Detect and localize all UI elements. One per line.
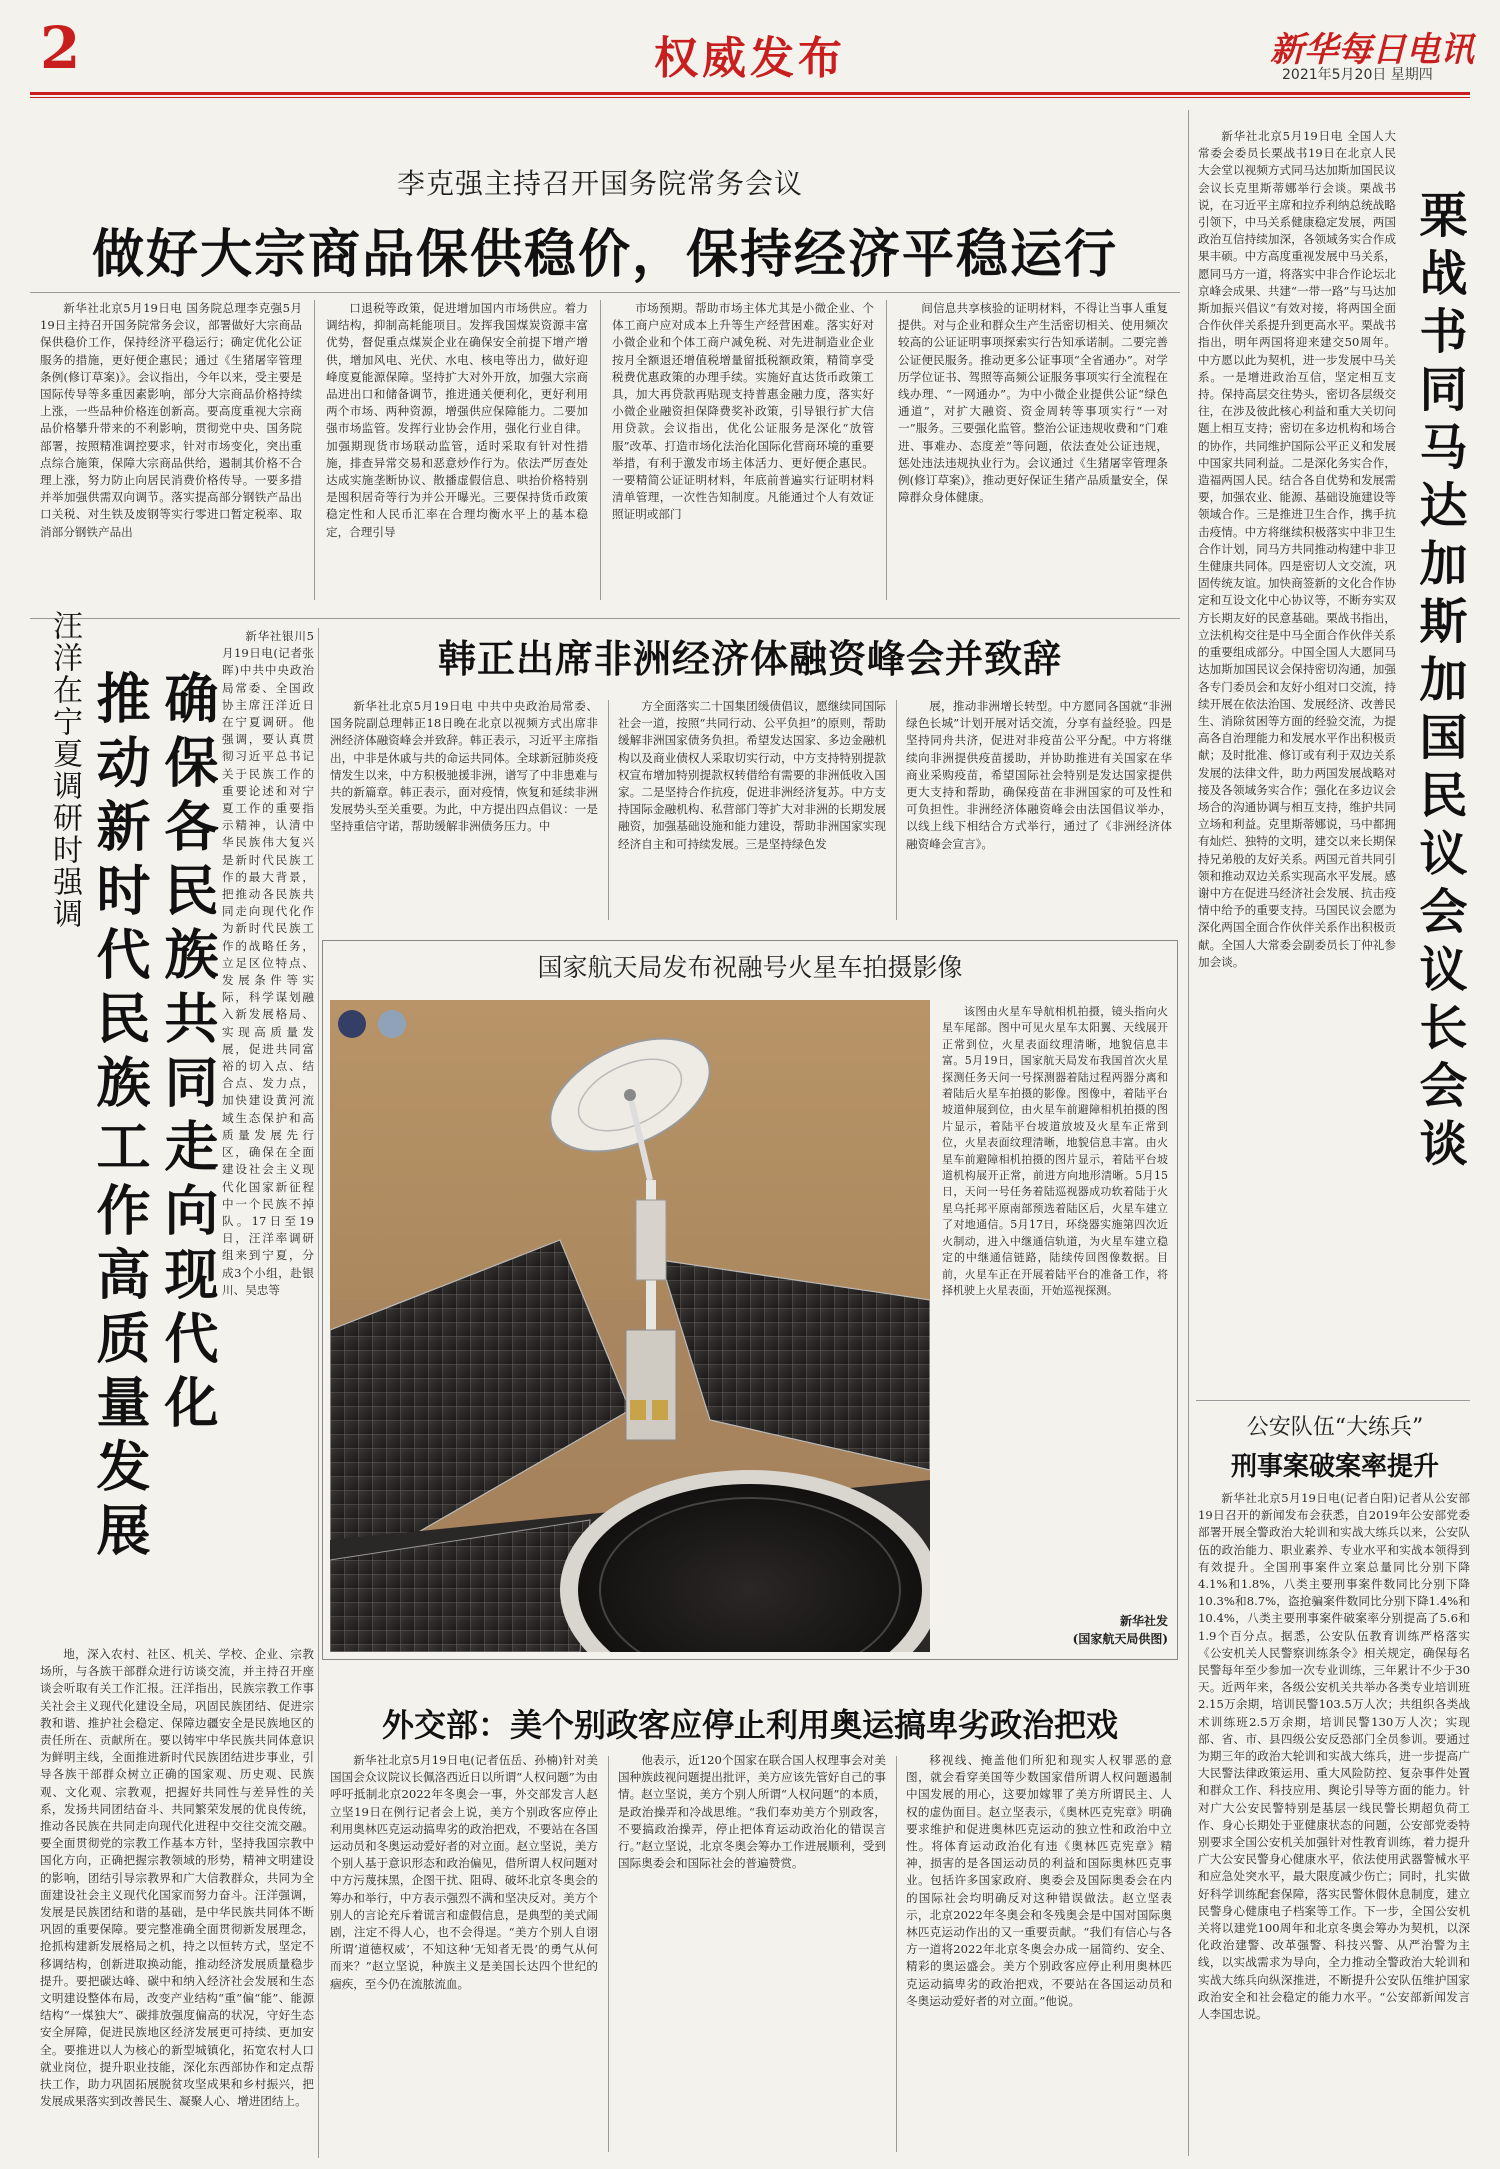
column-divider bbox=[608, 1756, 609, 2152]
article-column: 地，深入农村、社区、机关、学校、企业、宗教场所，与各族干部群众进行访谈交流，并主持召开座谈会听取有关工作汇报。汪洋指出，民族宗教工作事关社会主义现代化建设全局，巩固民族团结、促进宗教和谐、推护社会稳定、保障边疆安全是民族地区的责任所在、贡献所在。要以铸牢中华民族共同体意识为鲜明主线，全面推进新时代民族团结进步事业，引导各族干部群众树立正确的国家观、历史观、民族观、文化观、宗教观，把握好共同性与差异性的关系，发扬共同团结奋斗、共同繁荣发展的优良传统，推动各民族在共同走向现代化进程中交往交流交融。要全面贯彻党的宗教工作基本方针，坚持我国宗教中国化方向，正确把握宗教领域的形势，精神文明建设的影响，团结引导宗教界和广大信教群众，共同为全面建设社会主义现代化国家而努力奋斗。汪洋强调，发展是民族团结和谐的基础，是中华民族共同体不断巩固的重要保障。要完整准确全面贯彻新发展理念，抢抓构建新发展格局之机，持之以恒转方式，坚定不移调结构，创新进取换动能，推动经济发展质量稳步提升。要把碳达峰、碳中和纳入经济社会发展和生态文明建设整体布局，改变产业结构“重”偏“能”、能源结构“一煤独大”、碳排放强度偏高的状况，守好生态安全屏障，促进民族地区经济发展更可持续、更加安全。要推进以人为核心的新型城镇化，拓宽农村人口就业岗位，提升职业技能，深化东西部协作和定点帮扶工作，助力巩固拓展脱贫攻坚成果和乡村振兴，把发展成果落实到改善民生、凝聚人心、增进团结上。 bbox=[40, 1647, 314, 2109]
article-headline: 外交部：美个别政客应停止利用奥运搞卑劣政治把戏 bbox=[381, 1706, 1118, 1744]
article-headline: 韩正出席非洲经济体融资峰会并致辞 bbox=[437, 636, 1062, 681]
article-column: 方全面落实二十国集团缓债倡议，愿继续同国际社会一道，按照“共同行动、公平负担”的原则，帮助缓解非洲国家债务负担。希望发达国家、多边金融机构以及商业债权人采取切实行动，中方支持特别提款权宣布增加特别提款权转借给有需要的非洲低收入国家。二是坚持合作抗疫，促进非洲经济复苏。中方支持国际金融机构、私营部门等扩大对非洲的长期发展融资，加强基础设施和能力建设，帮助非洲国家实现经济自主和可持续发展。三是坚持绿色发 bbox=[618, 699, 886, 851]
mars-rover-illustration bbox=[330, 1000, 930, 1652]
divider bbox=[30, 292, 1180, 293]
column-divider bbox=[886, 300, 887, 600]
column-divider bbox=[896, 700, 897, 920]
masthead-rule bbox=[30, 92, 1470, 95]
masthead bbox=[0, 0, 1500, 92]
article-column: 间信息共享核验的证明材料，不得让当事人重复提供。对与企业和群众生产生活密切相关、使用频次较高的公证证明事项探索实行告知承诺制。二要完善公证便民服务。推动更多公证事项“全省通办”。对学历学位证书、驾照等高频公证服务事项实行全流程在线办理、“一网通办”。为中小微企业提供公证“绿色通道”，对扩大融资、资金周转等事项实行“一对一”服务。三要强化监管。整治公证违规收费和“门难进、事难办、态度差”等问题，依法查处公证违规，惩处违法违规执业行为。会议通过《生猪屠宰管理条例(修订草案)》，推动更好保证生猪产品质量安全，保障群众身体健康。 bbox=[898, 301, 1168, 505]
article-column: 新华社北京5月19日电 中共中央政治局常委、国务院副总理韩正18日晚在北京以视频方式出席非洲经济体融资峰会并致辞。韩正表示，习近平主席指出，中非是休戚与共的命运共同体。全球新冠肺炎疫情发生以来，中方积极驰援非洲，谱写了中非患难与共的新篇章。韩正表示，面对疫情，恢复和延续非洲发展势头至关重要。为此，中方提出四点倡议：一是坚持重信守诺，帮助缓解非洲债务压力。中 bbox=[330, 699, 598, 834]
article-column: 口退税等政策，促进增加国内市场供应。着力调结构，抑制高耗能项目。发挥我国煤炭资源丰富优势，督促重点煤炭企业在确保安全前提下增产增供，增加风电、光伏、水电、核电等出力，做好迎峰度夏能源保障。坚持扩大对外开放，加强大宗商品进出口和储备调节，推进通关便利化，更好利用两个市场、两种资源，增强供应保障能力。二要加强市场监管。发挥行业协会作用，强化行业自律。加强期现货市场联动监管，适时采取有针对性措施，排查异常交易和恶意炒作行为。依法严厉查处达成实施垄断协议、散播虚假信息、哄抬价格特别是囤积居奇等行为并公开曝光。三要保持货币政策稳定性和人民币汇率在合理均衡水平上的基本稳定，合理引导 bbox=[326, 301, 588, 539]
column-divider bbox=[1188, 110, 1189, 2156]
mars-rover-photo bbox=[330, 1000, 930, 1652]
article-subheadline: 公安队伍“大练兵” bbox=[1246, 1415, 1424, 1440]
photo-feature-title: 国家航天局发布祝融号火星车拍摄影像 bbox=[537, 953, 963, 982]
article-column: 新华社北京5月19日电 全国人大常委会委员长栗战书19日在北京人民大会堂以视频方式同马达加斯加国民议会议长克里斯蒂娜举行会谈。栗战书说，在习近平主席和拉乔利纳总统战略引领下，中马关系健康稳定发展，两国政治互信持续加深，各领域务实合作成果丰硕。中方高度重视发展中马关系，愿同马方一道，将落实中非合作论坛北京峰会成果、共建“一带一路”与马达加斯加振兴倡议“有效对接，将两国全面合作伙伴关系提升到更高水平。栗战书指出，明年两国将迎来建交50周年。中方愿以此为契机，进一步发展中马关系。一是增进政治互信，坚定相互支持。保持高层交往势头，密切各层级交往，在涉及彼此核心利益和重大关切问题上相互支持；密切在多边机构和场合的协作，共同维护国际公平正义和发展中国家共同利益。二是深化务实合作，造福两国人民。结合各自优势和发展需要，加强农业、能源、基础设施建设等领域合作。三是推进卫生合作，携手抗击疫情。中方将继续积极落实中非卫生合作计划，同马方共同推动构建中非卫生健康共同体。四是密切人文交流，巩固传统友谊。加快商签新的文化合作协定和互设文化中心协议等，不断夯实双方长期友好的民意基础。栗战书指出，立法机构交往是中马全面合作伙伴关系的重要组成部分。中国全国人大愿同马达加斯加国民议会保持密切沟通，加强各专门委员会和友好小组对口交流，持续开展在依法治国、发展经济、改善民生、消除贫困等方面的经验交流，为提高各自治理能力和发展水平作出积极贡献；及时批准、修订或有利于双边关系发展的法律文件，助力两国发展战略对接及各领域务实合作；强化在多边议会场合的沟通协调与相互支持，维护共同立场和利益。克里斯蒂娜说，马中都拥有灿烂、独特的文明，建交以来长期保持兄弟般的友好关系。两国元首共同引领和推动双边关系实现高水平发展。感谢中方在促进马经济社会发展、抗击疫情中给予的重要支持。马国民议会愿为深化两国全面合作伙伴关系作出积极贡献。全国人大常委会副委员长丁仲礼参加会谈。 bbox=[1198, 129, 1396, 969]
article-column: 新华社银川5月19日电(记者张晖)中共中央政治局常委、全国政协主席汪洋近日在宁夏调研。他强调，要认真贯彻习近平总书记关于民族工作的重要论述和对宁夏工作的重要指示精神，认清中华民族伟大复兴是新时代民族工作的最大背景，把推动各民族共同走向现代化作为新时代民族工作的战略任务，立足区位特点、发展条件等实际，科学谋划融入新发展格局、实现高质量发展，促进共同富裕的切入点、结合点、发力点，加快建设黄河流域生态保护和高质量发展先行区，确保在全面建设社会主义现代化国家新征程中一个民族不掉队。17日至19日，汪洋率调研组来到宁夏，分成3个小组，赴银川、吴忠等 bbox=[222, 629, 314, 1297]
newspaper-logo: 新华每日电讯 bbox=[1270, 30, 1474, 70]
section-title: 权威发布 bbox=[654, 33, 846, 84]
article-column: 他表示，近120个国家在联合国人权理事会对美国种族歧视问题提出批评，美方应该先管好自己的事情。赵立坚说，美方个别人所谓“人权问题”的本质，是政治操弄和冷战思维。“我们奉劝美方个别政客，不要搞政治操弄，停止把体育运动政治化的错误言行。”赵立坚说，北京冬奥会筹办工作进展顺利，受到国际奥委会和国际社会的普遍赞赏。 bbox=[618, 1753, 886, 1871]
divider bbox=[1196, 1400, 1470, 1401]
article-column: 展，推动非洲增长转型。中方愿同各国就“非洲绿色长城”计划开展对话交流，分享有益经验。四是坚持同舟共济，促进对非疫苗公平分配。中方将继续向非洲提供疫苗援助，并协助推进有关国家在华商业采购疫苗，希望国际社会特别是发达国家提供更大支持和帮助，确保疫苗在非洲国家的可及性和可负担性。非洲经济体融资峰会由法国倡议举办，以线上线下相结合方式举行，通过了《非洲经济体融资峰会宣言》。 bbox=[906, 699, 1172, 851]
column-divider bbox=[318, 628, 319, 2158]
article-column: 市场预期。帮助市场主体尤其是小微企业、个体工商户应对成本上升等生产经营困难。落实好对小微企业和个体工商户减免税、对先进制造业企业按月全额退还增值税增量留抵税额政策，精简享受税费优惠政策的办理手续。实施好直达货币政策工具，加大再贷款再贴现支持普惠金融力度，落实好小微企业融资担保降费奖补政策，引导银行扩大信用贷款。会议指出，优化公证服务是深化“放管服”改革、打造市场化法治化国际化营商环境的重要举措，有利于激发市场主体活力、更好便企惠民。一要精简公证证明材料，年底前普遍实行证明材料清单管理，一次性告知制度。凡能通过个人有效证照证明或部门 bbox=[612, 301, 874, 522]
article-column: 新华社北京5月19日电(记者白阳)记者从公安部19日召开的新闻发布会获悉，自2019年公安部党委部署开展全警政治大轮训和实战大练兵以来，公安队伍的政治能力、职业素养、专业水平和实战本领得到有效提升。全国刑事案件立案总量同比分别下降4.1%和1.8%，八类主要刑事案件数同比分别下降10.3%和8.7%，盗抢骗案件数同比分别下降1.4%和10.4%，八类主要刑事案件破案率分别提高了5.6和1.9个百分点。据悉，公安队伍教育训练严格落实《公安机关人民警察训练条令》相关规定，确保每名民警每年至少参加一次专业训练，三年累计不少于30天。近两年来，各级公安机关共举办各类专业培训班2.15万余期，培训民警103.5万人次；共组织各类战术训练班2.5万余期，培训民警130万人次；实现部、省、市、县四级公安反恐部门全员参训。要通过为期三年的政治大轮训和实战大练兵，进一步提高广大民警法律政策运用、重大风险防控、复杂事件处置和群众工作、科技应用、舆论引导等方面的能力。针对广大公安民警特别是基层一线民警长期超负荷工作、身心长期处于亚健康状态的问题，公安部党委特别要求全国公安机关加强针对性教育训练，着力提升广大公安民警身心健康水平，依法使用武器警械水平和应急处突水平，最大限度减少伤亡；同时，扎实做好科学训练配套保障，落实民警休假休息制度，建立民警身心健康电子档案等工作。下一步，全国公安机关将以建党100周年和北京冬奥会筹办为契机，以深化政治建警、改革强警、科技兴警、从严治警为主线，以实战需求为导向，全力推动全警政治大轮训和实战大练兵向纵深推进，不断提升公安队伍维护国家政治安全和社会稳定的能力水平。“公安部新闻发言人李国忠说。 bbox=[1198, 1491, 1470, 2022]
article-column: 新华社北京5月19日电(记者伍岳、孙楠)针对美国国会众议院议长佩洛西近日以所谓“人权问题”为由呼吁抵制北京2022年冬奥会一事，外交部发言人赵立坚19日在例行记者会上说，美方个别政客应停止利用奥林匹克运动搞卑劣的政治把戏，不要站在各国运动员和冬奥运动爱好者的对立面。赵立坚说，美方个别人基于意识形态和政治偏见，借所谓人权问题对中方污蔑抹黑，企图干扰、阻碍、破坏北京冬奥会的筹办和举行，中方表示强烈不满和坚决反对。美方个别人的言论充斥着谎言和虚假信息，是典型的美式闹剧，注定不得人心，也不会得逞。“美方个别人自诩所谓‘道德权威’，不知这种‘无知者无畏’的勇气从何而来？”赵立坚说，种族主义是美国长达四个世纪的痼疾，至今仍在流脓流血。 bbox=[330, 1753, 598, 1991]
article-headline: 推动新时代民族工作高质量发展 bbox=[88, 670, 152, 1566]
article-kicker: 汪洋在宁夏调研时强调 bbox=[47, 610, 82, 930]
column-divider bbox=[608, 700, 609, 920]
article-headline: 栗战书同马达加斯加国民议会议长会谈 bbox=[1411, 190, 1467, 1176]
article-headline: 确保各民族共同走向现代化 bbox=[156, 670, 220, 1438]
photo-caption: 该图由火星车导航相机拍摄，镜头指向火星车尾部。图中可见火星车太阳翼、天线展开正常到位，火星表面纹理清晰，地貌信息丰富。5月19日，国家航天局发布我国首次火星探测任务天问一号探测器着陆过程两器分离和着陆后火星车拍摄的影像。图像中，着陆平台坡道伸展到位，由火星车前避障相机拍摄的图片显示，着陆平台坡道放坡及火星车正常到位，火星表面纹理清晰，地貌信息丰富。由火星车前避障相机拍摄的图片显示，着陆平台坡道机构展开正常，前进方向地形清晰。5月15日，天问一号任务着陆巡视器成功软着陆于火星乌托邦平原南部预选着陆区后，火星车建立了对地通信。5月17日，环绕器实施第四次近火制动，进入中继通信轨道，为火星车建立稳定的中继通信链路，陆续传回图像数据。目前，火星车正在开展着陆平台的准备工作，将择机驶上火星表面，开始巡视探测。 bbox=[942, 1005, 1168, 1297]
page-number: 2 bbox=[40, 14, 81, 82]
issue-date: 2021年5月20日 星期四 bbox=[1282, 67, 1433, 83]
article-column: 新华社北京5月19日电 国务院总理李克强5月19日主持召开国务院常务会议，部署做好大宗商品保供稳价工作，保持经济平稳运行；确定优化公证服务的措施，更好便企惠民；通过《生猪屠宰管理条例(修订草案)》。会议指出，今年以来，受主要是国际传导等多重因素影响，部分大宗商品价格持续上涨，一些品种价格连创新高。要高度重视大宗商品价格攀升带来的不利影响，贯彻党中央、国务院部署，按照精准调控要求，针对市场变化，突出重点综合施策，保障大宗商品供给，遏制其价格不合理上涨，努力防止向居民消费价格传导。一要多措并举加强供需双向调节。落实提高部分钢铁产品出口关税、对生铁及废钢等实行零进口暂定税率、取消部分钢铁产品出 bbox=[40, 301, 302, 539]
column-divider bbox=[896, 1756, 897, 2152]
column-divider bbox=[314, 300, 315, 600]
photo-credit-source: (国家航天局供图) bbox=[1072, 1632, 1168, 1646]
article-headline: 做好大宗商品保供稳价，保持经济平稳运行 bbox=[91, 224, 1118, 285]
photo-credit: 新华社发 bbox=[1119, 1614, 1168, 1628]
article-subheadline: 李克强主持召开国务院常务会议 bbox=[396, 167, 803, 200]
divider bbox=[30, 618, 1180, 619]
column-divider bbox=[600, 300, 601, 600]
article-headline: 刑事案破案率提升 bbox=[1230, 1452, 1439, 1482]
masthead-rule-thin bbox=[30, 97, 1470, 98]
article-column: 移视线、掩盖他们所犯和现实人权罪恶的意图，就会看穿美国等少数国家借所谓人权问题遏制中国发展的用心，这要加嫁罪了美方所谓民主、人权的虚伪面目。赵立坚表示，《奥林匹克宪章》明确要求维护和促进奥林匹克运动的独立性和政治中立性。将体育运动政治化有违《奥林匹克宪章》精神，损害的是各国运动员的利益和国际奥林匹克事业。包括许多国家政府、奥委会及国际奥委会在内的国际社会均明确反对这种错误做法。赵立坚表示，北京2022年冬奥会和冬残奥会是中国对国际奥林匹克运动作出的又一重要贡献。“我们有信心与各方一道将2022年北京冬奥会办成一届简约、安全、精彩的奥运盛会。美方个别政客应停止利用奥林匹克运动搞卑劣的政治把戏，不要站在各国运动员和冬奥运动爱好者的对立面。”他说。 bbox=[906, 1753, 1172, 2008]
